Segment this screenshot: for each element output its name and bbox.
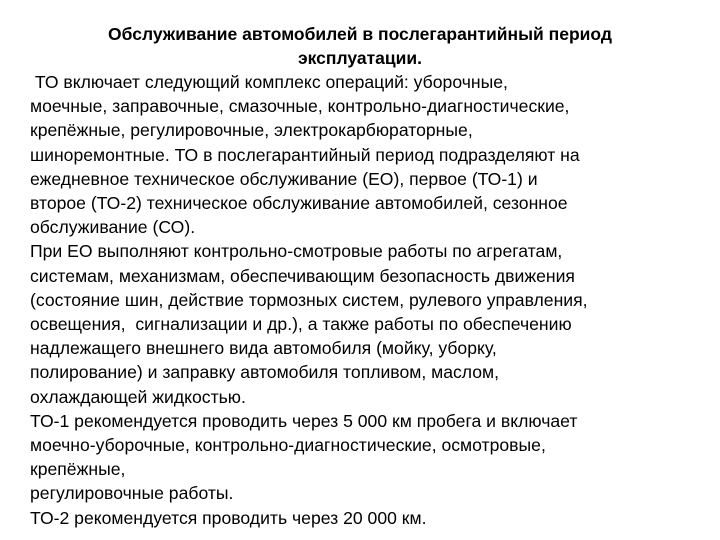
body-line: ТО-1 рекомендуется проводить через 5 000 км пробега и включает bbox=[30, 410, 578, 431]
body-line: крепёжные, регулировочные, электрокарбюраторные, bbox=[30, 120, 473, 141]
body-line: При ЕО выполняют контрольно-смотровые работы по агрегатам, bbox=[30, 241, 563, 262]
title-line-2: эксплуатации. bbox=[297, 48, 423, 68]
body-line: шиноремонтные. ТО в послегарантийный период подразделяют на bbox=[30, 144, 580, 165]
body-line: крепёжные, bbox=[30, 459, 126, 480]
body-line: ТО включает следующий комплекс операций: уборочные, bbox=[30, 72, 508, 92]
body-line: (состояние шин, действие тормозных систем, рулевого управления, bbox=[30, 289, 588, 310]
body-line: ежедневное техническое обслуживание (ЕО), первое (ТО-1) и bbox=[30, 168, 538, 189]
body-line: системам, механизмам, обеспечивающим безопасность движения bbox=[30, 265, 575, 286]
body-line: надлежащего внешнего вида автомобиля (мойку, уборку, bbox=[30, 338, 497, 359]
body-line: ТО-2 рекомендуется проводить через 20 000 км. bbox=[30, 507, 427, 528]
body-text bbox=[30, 70, 700, 530]
title-line-1: Обслуживание автомобилей в послегарантийный период bbox=[108, 24, 612, 44]
body-line: полирование) и заправку автомобиля топливом, маслом, bbox=[30, 362, 500, 383]
body-line: охлаждающей жидкостью. bbox=[30, 386, 246, 407]
body-line: регулировочные работы. bbox=[30, 483, 234, 504]
body-line: освещения, сигнализации и др.), а также работы по обеспечению bbox=[30, 314, 572, 335]
body-line: второе (ТО-2) техническое обслуживание автомобилей, сезонное bbox=[30, 193, 568, 214]
body-line: моечные, заправочные, смазочные, контрольно-диагностические, bbox=[30, 96, 570, 117]
body-line: моечно-уборочные, контрольно-диагностические, осмотровые, bbox=[30, 435, 546, 456]
page-title bbox=[40, 22, 680, 70]
body-line: обслуживание (СО). bbox=[30, 217, 196, 238]
